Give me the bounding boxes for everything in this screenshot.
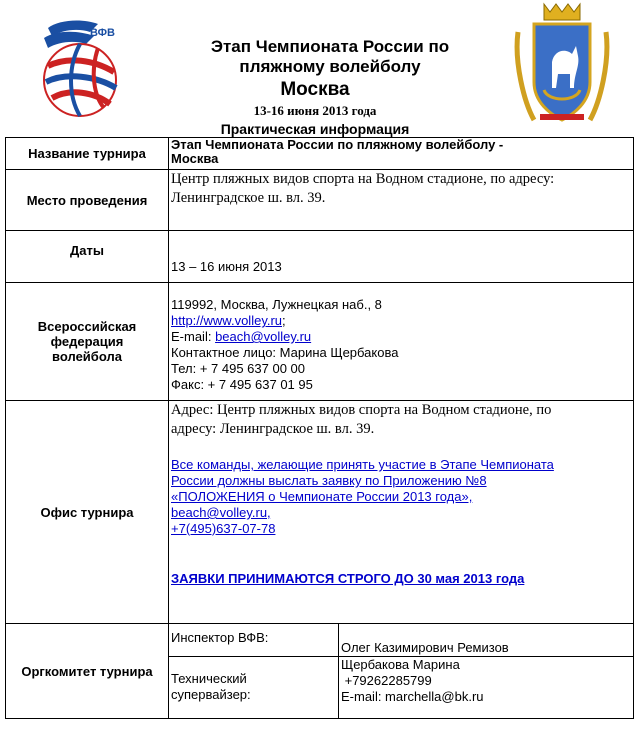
row-office xyxy=(6,401,634,624)
supervisor-role-line2: супервайзер: xyxy=(171,687,251,702)
label-venue: Место проведения xyxy=(6,170,169,231)
federation-label-line3: волейбола xyxy=(52,349,122,364)
federation-address: 119992, Москва, Лужнецкая наб., 8 xyxy=(171,297,382,312)
office-notice-line1[interactable]: Все команды, желающие принять участие в Этапе Чемпионата xyxy=(171,457,554,472)
label-office: Офис турнира xyxy=(6,401,169,624)
office-phone-link[interactable]: +7(495)637-07-78 xyxy=(171,521,276,536)
application-deadline[interactable]: ЗАЯВКИ ПРИНИМАЮТСЯ СТРОГО ДО 30 мая 2013 года xyxy=(171,571,525,586)
logo-text: ВФВ xyxy=(90,27,116,39)
title-line1: Этап Чемпионата России по xyxy=(210,37,450,56)
city-title: Москва xyxy=(280,79,350,100)
federation-phone: Тел: + 7 495 637 00 00 xyxy=(171,361,305,376)
row-federation xyxy=(6,283,634,401)
office-address-line2: адресу: Ленинградское ш. вл. 39. xyxy=(171,421,375,437)
row-inspector xyxy=(6,624,634,657)
supervisor-email: E-mail: marchella@bk.ru xyxy=(341,689,484,704)
email-prefix: E-mail: xyxy=(171,329,216,344)
venue-line1: Центр пляжных видов спорта на Водном стадионе, по адресу: xyxy=(171,171,555,187)
venue-line2: Ленинградское ш. вл. 39. xyxy=(171,190,326,206)
supervisor-phone: +79262285799 xyxy=(341,673,432,688)
office-notice-line2[interactable]: России должны выслать заявку по Приложению №8 xyxy=(171,473,487,488)
row-venue xyxy=(6,170,634,231)
supervisor-name: Щербакова Марина xyxy=(341,657,460,672)
office-address-line1: Адрес: Центр пляжных видов спорта на Водном стадионе, по xyxy=(171,402,552,418)
supervisor-role-line1: Технический xyxy=(171,671,247,686)
federation-website-link[interactable]: http://www.volley.ru xyxy=(171,313,283,328)
federation-email-link[interactable]: beach@volley.ru xyxy=(215,329,312,344)
inspector-role: Инспектор ВФВ: xyxy=(169,624,339,657)
page-subtitle: Практическая информация xyxy=(220,121,410,137)
dates-value: 13 – 16 июня 2013 xyxy=(169,231,634,283)
office-notice-line3[interactable]: «ПОЛОЖЕНИЯ о Чемпионате России 2013 года», xyxy=(171,489,473,504)
federation-contact: Контактное лицо: Марина Щербакова xyxy=(171,345,399,360)
title-line2: пляжному волейболу xyxy=(239,57,421,76)
row-dates xyxy=(6,231,634,283)
info-table xyxy=(5,137,634,719)
label-tournament-name: Название турнира xyxy=(6,138,169,170)
samara-coat-of-arms xyxy=(514,2,610,126)
federation-label-line2: федерация xyxy=(50,334,124,349)
label-federation xyxy=(6,283,169,401)
label-dates: Даты xyxy=(6,231,169,283)
website-suffix: ; xyxy=(282,313,286,328)
federation-fax: Факс: + 7 495 637 01 95 xyxy=(171,377,313,392)
inspector-name: Олег Казимирович Ремизов xyxy=(339,624,634,657)
tournament-name-line2: Москва xyxy=(171,151,219,166)
office-email-link[interactable]: beach@volley.ru, xyxy=(171,505,271,520)
tournament-name-line1: Этап Чемпионата России по пляжному волейболу - xyxy=(171,137,504,152)
row-tournament-name xyxy=(6,138,634,170)
federation-label-line1: Всероссийская xyxy=(37,319,137,334)
tournament-dates: 13-16 июня 2013 года xyxy=(253,103,377,118)
vfv-logo xyxy=(38,16,122,120)
label-committee: Оргкомитет турнира xyxy=(6,624,169,719)
